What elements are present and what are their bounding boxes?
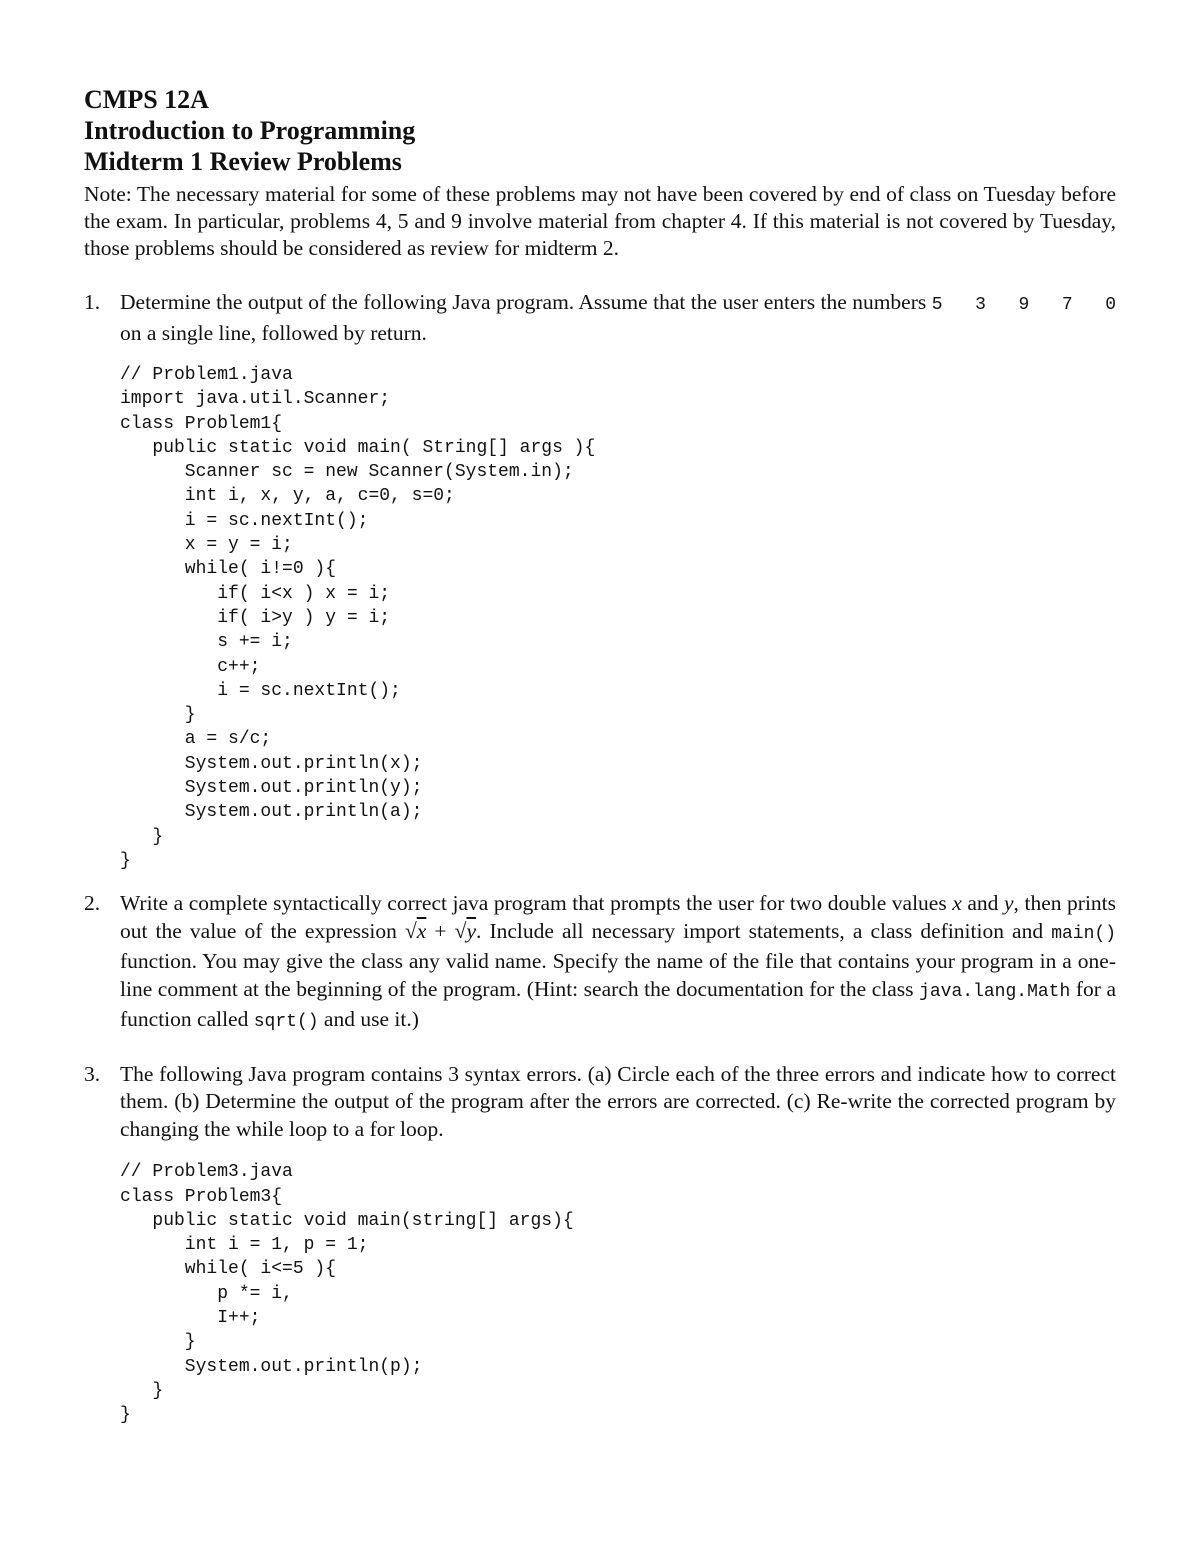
note-paragraph: Note: The necessary material for some of these problems may not have been covered by end of class on Tuesday before the exam. In particular, problems 4, 5 and 9 involve material from chapter 4. If this material is not covered by Tuesday, those problems should be considered as review for midterm 2. (84, 182, 1116, 260)
expr-x: x (416, 918, 427, 943)
document-title: Midterm 1 Review Problems (84, 147, 402, 176)
problem-3 (84, 1061, 1116, 1144)
input-numbers: 5 3 9 7 0 (931, 295, 1116, 315)
math-expression: √x + √y (404, 918, 476, 943)
code-listing-problem3: // Problem3.java class Problem3{ public static void main(string[] args){ int i = 1, p = 1; while( i<=5 ){ p *= i, I++; } System.out.println(p); } } (120, 1162, 574, 1426)
variable-y: y (1004, 891, 1014, 916)
sqrt-symbol: √ (404, 918, 417, 943)
course-code: CMPS 12A (84, 85, 209, 114)
problem-text: , then prints out the value of the expression (120, 891, 1117, 943)
variable-x: x (952, 891, 962, 916)
problem-text: The following Java program contains 3 syntax errors. (a) Circle each of the three errors and indicate how to correct them. (b) Determine the output of the program after the errors are corrected. (c) Re-write the corrected program by changing the while loop to a for loop. (120, 1061, 1116, 1141)
code-listing-problem1: // Problem1.java import java.util.Scanner; class Problem1{ public static void main( String[] args ){ Scanner sc = new Scanner(System.in); int i, x, y, a, c=0, s=0; i = sc.nextInt(); x = y = i; while( i!=0 ){ if( i<x ) x = i; if( i>y ) y = i; s += i; c++; i = sc.nextInt(); } a = s/c; System.out.println(x); System.out.println(y); System.out.println(a); } } (120, 365, 596, 871)
problem-number: 1. (84, 290, 101, 314)
problem-number: 2. (84, 891, 101, 916)
problem-text: function. You may give the class any valid name. Specify the name of the file that contains your program in a one-line comment at the beginning of the program. (Hint: search the documentation for the class (120, 949, 1116, 1001)
expr-y: y (466, 918, 476, 943)
sqrt-symbol: √ (454, 918, 467, 943)
code-math-class: java.lang.Math (919, 981, 1071, 1002)
problem-1 (84, 289, 1116, 347)
code-sqrt: sqrt() (253, 1012, 319, 1033)
document-page (84, 84, 1116, 1428)
problem-text: and use it.) (323, 1007, 419, 1032)
problem-text: Determine the output of the following Java program. Assume that the user enters the numbers (120, 290, 927, 314)
problem-2 (84, 890, 1116, 1037)
course-title: Introduction to Programming (84, 116, 416, 145)
problem-text: and (967, 891, 999, 916)
problem-text: Write a complete syntactically correct java program that prompts the user for two double values (120, 891, 947, 916)
problem-number: 3. (84, 1061, 101, 1086)
code-main: main() (1051, 923, 1116, 944)
problem-text: . Include all necessary import statements, a class definition and (475, 918, 1044, 943)
problem-text: for a function called (120, 976, 1116, 1032)
problem-text: on a single line, followed by return. (120, 320, 427, 345)
